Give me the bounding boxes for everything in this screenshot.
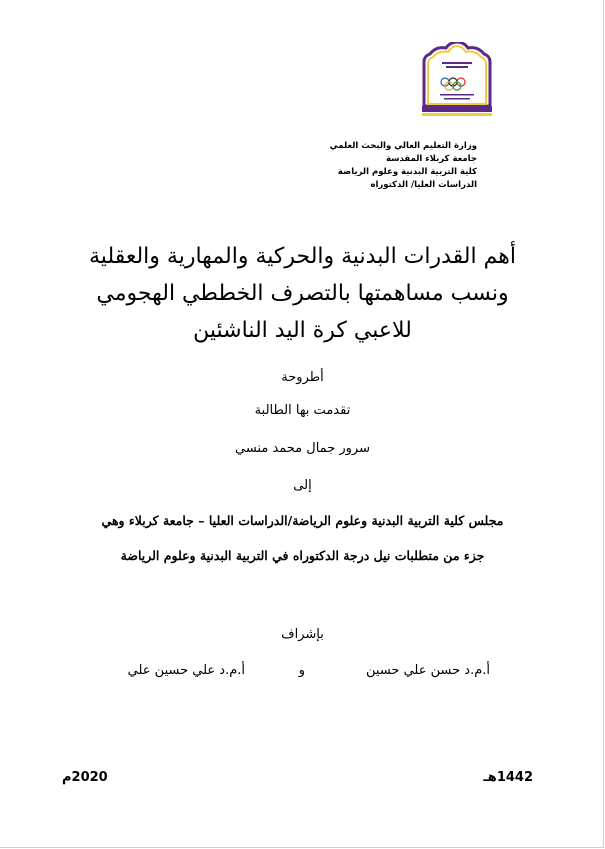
to-label: إلى	[293, 478, 312, 493]
council-line: مجلس كلية التربية البدنية وعلوم الرياضة/الدراسات العليا – جامعة كربلاء وهي	[101, 513, 504, 528]
thesis-label: أطروحة	[281, 370, 324, 385]
supervisor-1: أ.م.د حسن علي حسين	[366, 663, 490, 678]
university-name: جامعة كربلاء المقدسة	[385, 154, 477, 164]
title-line-2: ونسب مساهمتها بالتصرف الخططي الهجومي	[96, 281, 509, 306]
college-name: كلية التربية البدنية وعلوم الرياضة	[337, 167, 477, 177]
requirement-line: جزء من متطلبات نيل درجة الدكتوراه في التربية البدنية وعلوم الرياضة	[120, 548, 485, 563]
thesis-title	[20, 238, 585, 349]
ministry-name: وزارة التعليم العالي والبحث العلمي	[329, 141, 477, 151]
supervisors	[0, 663, 605, 683]
title-line-1: أهم القدرات البدنية والحركية والمهارية والعقلية	[89, 244, 516, 269]
studies-name: الدراسات العليا/ الدكتوراه	[370, 180, 477, 190]
title-line-3: للاعبي كرة اليد الناشئين	[193, 318, 412, 343]
date-hijri: 1442هـ	[483, 770, 533, 785]
submitted-by: تقدمت بها الطالبة	[254, 403, 351, 418]
date-gregorian: 2020م	[62, 770, 108, 785]
and-label: و	[298, 663, 305, 678]
institution-header	[257, 140, 477, 192]
supervisor-2: أ.م.د علي حسين علي	[127, 663, 245, 678]
supervision-label: بإشراف	[281, 627, 324, 642]
student-name: سرور جمال محمد منسي	[235, 441, 370, 456]
college-logo	[418, 42, 496, 120]
